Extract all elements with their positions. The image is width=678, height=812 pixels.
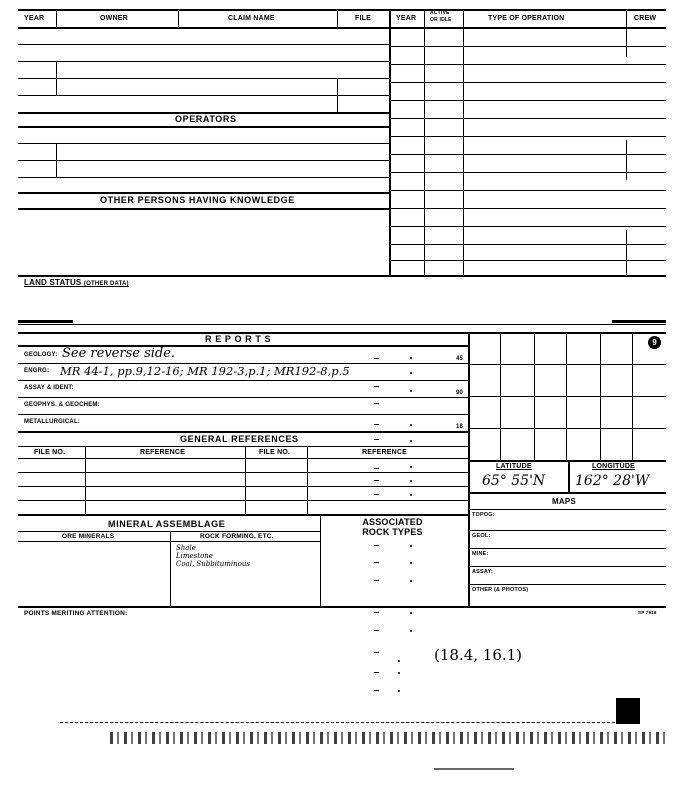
longitude-value: 162° 28'W [575,473,650,489]
longitude-label: LONGITUDE [592,463,636,470]
maps-other: OTHER (& PHOTOS) [472,587,529,593]
rock-item-0: Shale [176,544,196,552]
latitude-label: LATITUDE [496,463,532,470]
associated-rock-types-1: ASSOCIATED [362,517,423,527]
scan-noise-bottom [434,768,514,770]
operators-title: OPERATORS [175,114,237,124]
scan-mark-right [612,320,666,323]
maps-title: MAPS [552,497,576,506]
ref-reference-2: REFERENCE [362,449,407,456]
ref-reference-1: REFERENCE [140,449,185,456]
header-crew: CREW [634,15,657,22]
maps-mine: MINE: [472,551,489,557]
ref-file-no-1: FILE NO. [34,449,66,456]
ore-minerals-header: ORE MINERALS [62,533,115,540]
land-status-sub: (OTHER DATA) [83,281,129,287]
engrg-label: ENGRG: [24,368,50,374]
header-claim-name: CLAIM NAME [228,15,275,22]
latitude-value: 65° 55'N [482,473,546,489]
rock-item-2: Coal, Subbituminous [176,560,250,568]
land-status-label [24,278,129,287]
header-year-right: YEAR [396,15,417,22]
general-references-title: GENERAL REFERENCES [180,434,299,444]
geology-value: See reverse side. [62,346,176,361]
grid-number: 9 [652,338,657,347]
land-status-title: LAND STATUS [24,278,82,287]
report-number-18: 18 [456,424,464,430]
scan-noise-band [110,732,666,744]
scan-mark-left [18,320,73,323]
report-number-90: 90 [456,390,464,396]
maps-assay: ASSAY: [472,569,494,575]
metallurgical-label: METALLURGICAL: [24,419,81,425]
header-year: YEAR [24,15,45,22]
header-owner: OWNER [100,15,128,22]
rock-item-1: Limestone [176,552,213,560]
engrg-value: MR 44-1, pp.9,12-16; MR 192-3,p.1; MR192-8,p.5 [60,364,350,378]
mineral-assemblage-title: MINERAL ASSEMBLAGE [108,519,226,529]
rock-forming-header: ROCK FORMING, ETC. [200,533,274,540]
geophys-label: GEOPHYS. & GEOCHEM: [24,402,100,408]
ref-file-no-2: FILE NO. [259,449,291,456]
other-persons-title: OTHER PERSONS HAVING KNOWLEDGE [100,195,295,205]
geology-label: GEOLOGY: [24,352,58,358]
coordinates-note: (18.4, 16.1) [434,646,523,664]
report-number-45: 45 [456,356,464,362]
points-meriting-attention: POINTS MERITING ATTENTION: [24,610,128,617]
header-file: FILE [355,15,371,22]
maps-geol: GEOL: [472,533,491,539]
header-type-of-operation: TYPE OF OPERATION [488,15,565,22]
form-number: SP 7918 [638,610,657,615]
grid-number-circle [648,336,661,349]
assay-label: ASSAY & IDENT: [24,385,74,391]
header-or-idle: OR IDLE [430,17,452,23]
scan-corner-block [616,698,640,724]
maps-topog: TOPOG: [472,512,495,518]
reports-title: R E P O R T S [205,334,272,344]
header-active: ACTIVE [430,10,450,16]
associated-rock-types-2: ROCK TYPES [362,527,423,537]
